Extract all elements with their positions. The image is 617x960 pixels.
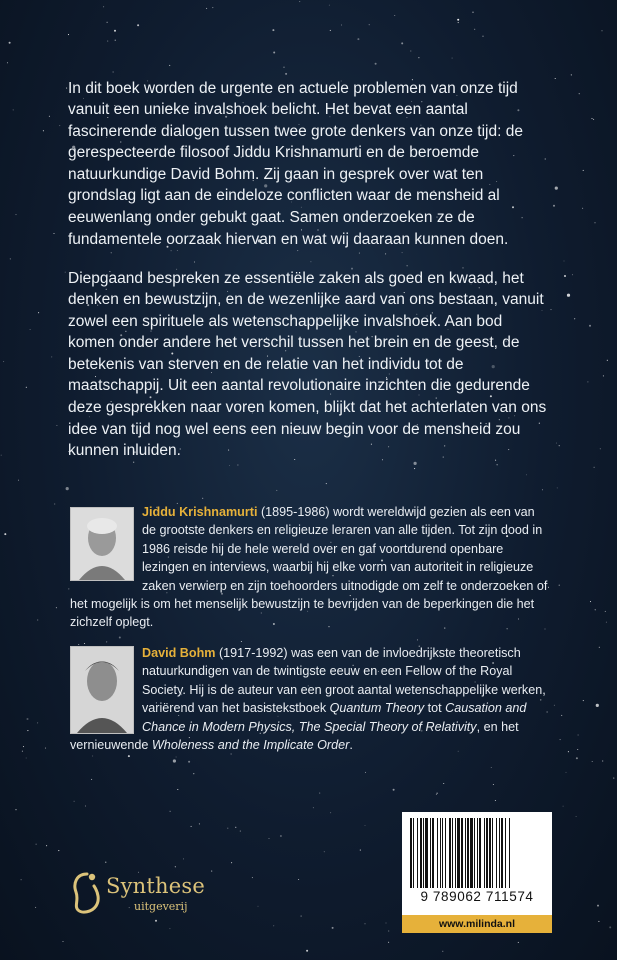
author-bio-text-krishnamurti: (1895-1986) wordt wereldwijd gezien als een van de grootste denkers en religieuze leraren van alle tijden. Tot zijn dood in 1986 reisde hij de hele wereld over en gaf voortdurend openbare lezingen en interviews, waarbij hij elke vorm van autoriteit in religieuze zaken verwierp en zijn toehoorders uitnodigde om zelf te onderzoeken of het mogelijk is om het menselijk bewustzijn te bevrijden van de beperkingen die het zichzelf oplegt. <box>70 505 548 630</box>
author-name-krishnamurti: Jiddu Krishnamurti <box>142 505 258 519</box>
barcode-bar <box>474 818 475 888</box>
barcode-bar <box>465 818 466 888</box>
barcode-bar <box>467 818 469 888</box>
barcode-bar <box>423 818 424 888</box>
barcode-bar <box>440 818 441 888</box>
website-url[interactable]: www.milinda.nl <box>402 915 552 933</box>
author-name-bohm: David Bohm <box>142 646 216 660</box>
barcode-bar <box>410 818 412 888</box>
barcode-bar <box>437 818 438 888</box>
barcode-bar <box>470 818 473 888</box>
publisher-logo <box>70 868 220 918</box>
book-title-causation: Causation and Chance in Modern Physics, The Special Theory of Relativity <box>142 701 527 734</box>
author-bio-text-bohm-3: , en het vernieuwende <box>70 719 519 753</box>
barcode-bar <box>489 818 491 888</box>
portrait-bohm-image <box>70 646 134 734</box>
barcode-bar <box>505 818 506 888</box>
publisher-subtitle: uitgeverij <box>134 900 188 913</box>
barcode-bar <box>455 818 456 888</box>
publisher-name: Synthese <box>106 874 205 898</box>
barcode-bar <box>417 818 418 888</box>
ouroboros-icon <box>70 870 104 914</box>
barcode-bar <box>479 818 481 888</box>
barcode-bar <box>457 818 460 888</box>
blurb-paragraph-1: In dit boek worden de urgente en actuele problemen van onze tijd vanuit een unieke invalshoek belicht. Het bevat een aantal fascinerende dialogen tussen twee grote denkers van onze tijd: de gerespecteerde filosoof Jiddu Krishnamurti en de beroemde natuurkundige David Bohm. Zij gaan in gesprek over wat ten grondslag ligt aan de eindeloze conflicten waar de mensheid al eeuwenlang onder gebukt gaat. Samen onderzoeken ze de fundamentele oorzaak hiervan en wat wij daaraan kunnen doen. <box>68 79 523 248</box>
barcode-bar <box>420 818 422 888</box>
barcode-bar <box>445 818 446 888</box>
barcode-bar <box>449 818 451 888</box>
barcode-bar <box>486 818 488 888</box>
barcode-bar <box>501 818 503 888</box>
author-bio-text-bohm-4: . <box>349 738 353 753</box>
barcode-bar <box>452 818 453 888</box>
portrait-krishnamurti-image <box>70 507 134 581</box>
author-bio-bohm <box>70 644 550 754</box>
author-bio-krishnamurti <box>70 503 550 632</box>
barcode-bar <box>432 818 434 888</box>
barcode-bar <box>499 818 500 888</box>
author-bio-text-bohm-1: (1917-1992) was een van de invloedrijkste theoretisch natuurkundigen van de twintigste eeuw en een Fellow of the Royal Society. Hij is de auteur van een groot aantal wetenschappelijke werken, variërend van het basistekstboek <box>142 646 546 716</box>
barcode-bar <box>492 818 493 888</box>
barcode-bar <box>425 818 428 888</box>
barcode-bar <box>484 818 485 888</box>
barcode-bar <box>413 818 414 888</box>
author-bio-text-bohm-2: tot <box>424 701 446 716</box>
barcode-bars <box>410 818 544 888</box>
barcode-bar <box>461 818 463 888</box>
barcode-bar <box>496 818 497 888</box>
blurb-paragraph-2: Diepgaand bespreken ze essentiële zaken als goed en kwaad, het denken en bewustzijn, en de wezenlijke aard van ons bestaan, vanuit zowel een spirituele als wetenschappelijke invalshoek. Aan bod komen onder andere het verschil tussen het brein en de geest, de betekenis van sterven en de relatie van het individu tot de maatschappij. Uit een aantal revolutionaire inzichten die gedurende deze gesprekken naar voren komen, blijkt dat het achterlaten van ons idee van tijd nog wel eens een nieuw begin voor de mensheid zou kunnen inluiden. <box>68 269 547 460</box>
barcode-bar <box>442 818 443 888</box>
barcode-bar <box>477 818 478 888</box>
book-title-quantum-theory: Quantum Theory <box>329 701 425 716</box>
barcode-bar <box>430 818 431 888</box>
isbn-number: 9 789062 711574 <box>420 889 534 904</box>
barcode-bar <box>509 818 510 888</box>
book-title-wholeness: Wholeness and the Implicate Order <box>151 738 350 753</box>
isbn-barcode <box>402 812 552 915</box>
